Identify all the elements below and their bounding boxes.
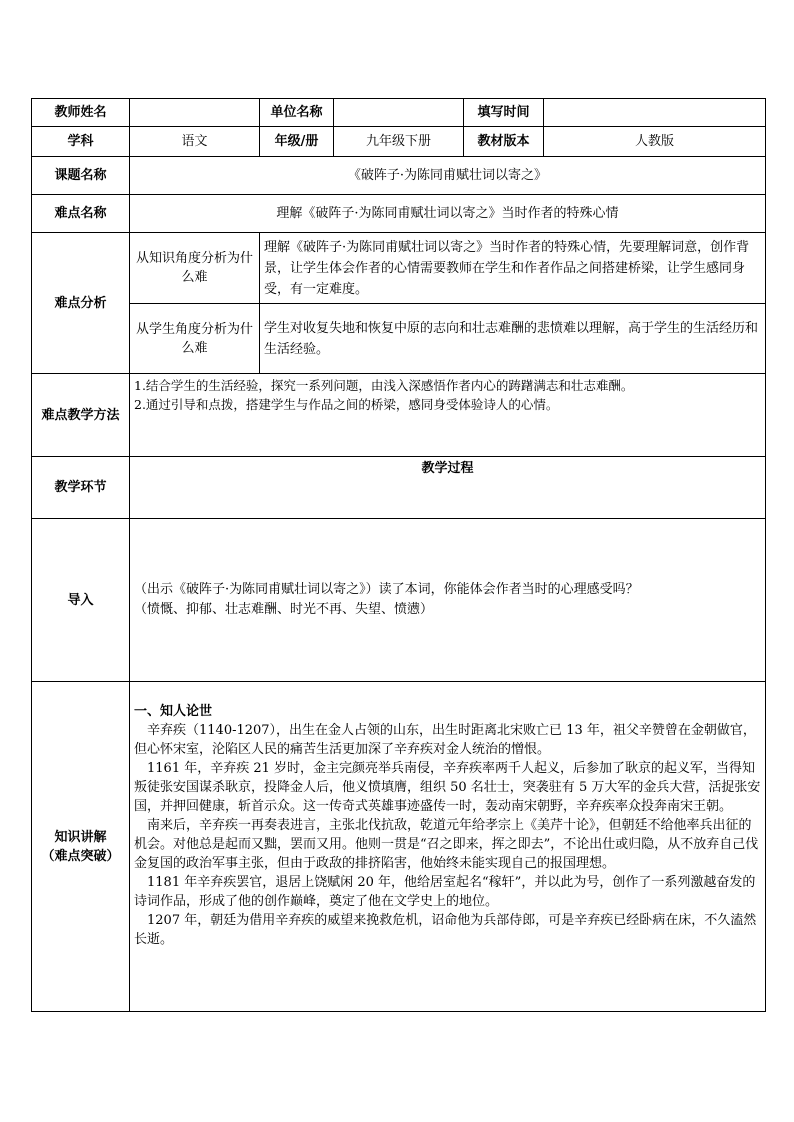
method-item-2: 2.通过引导和点拨，搭建学生与作品之间的桥梁，感同身受体验诗人的心情。 <box>134 397 559 412</box>
knowledge-angle-value: 理解《破阵子·为陈同甫赋壮词以寄之》当时作者的特殊心情，先要理解词意，创作背景，让学生体会作者的心情需要教师在学生和作者作品之间搭建桥梁，让学生感同身受，有一定难度。 <box>260 233 766 304</box>
fill-time-label: 填写时间 <box>464 99 544 127</box>
knowledge-label <box>32 682 130 1012</box>
unit-value <box>334 99 464 127</box>
knowledge-row <box>32 682 766 1012</box>
lesson-title-value: 《破阵子·为陈同甫赋壮词以寄之》 <box>130 157 766 195</box>
lesson-plan-table <box>31 98 766 1012</box>
teacher-name-label: 教师姓名 <box>32 99 130 127</box>
paragraph: 1181 年辛弃疾罢官，退居上饶赋闲 20 年，他给居室起名“稼轩”，并以此为号，创作了一系列激越奋发的诗词作品，形成了他的创作巅峰，奠定了他在文学史上的地位。 <box>134 875 756 909</box>
analysis-row-knowledge <box>32 233 766 304</box>
paragraph: 南来后，辛弃疾一再奏表进言，主张北伐抗敌，乾道元年给孝宗上《美芹十论》，但朝廷不给他率兵出征的机会。对他总是起而又黜，罢而又用。他则一贯是“召之即来，挥之即去”，不论出仕或归隐，从不放弃自己伐金复国的政治军事主张，但由于政敌的排挤陷害，他始终未能实现自己的报国理想。 <box>134 818 759 871</box>
paragraph: 辛弃疾（1140-1207），出生在金人占领的山东，出生时距离北宋败亡已 13 年，祖父辛赞曾在金朝做官，但心怀宋室，沦陷区人民的痛苦生活更加深了辛弃疾对金人统治的憎恨。 <box>134 723 756 757</box>
student-angle-value: 学生对收复失地和恢复中原的志向和壮志难酬的悲愤难以理解，高于学生的生活经历和生活经验。 <box>260 304 766 374</box>
unit-label: 单位名称 <box>260 99 334 127</box>
analysis-row-student <box>32 304 766 374</box>
edition-label: 教材版本 <box>464 127 544 157</box>
grade-value: 九年级下册 <box>334 127 464 157</box>
method-label: 难点教学方法 <box>32 374 130 457</box>
difficulty-row <box>32 195 766 233</box>
header-row-1 <box>32 99 766 127</box>
subject-label: 学科 <box>32 127 130 157</box>
header-row-2 <box>32 127 766 157</box>
intro-content <box>130 519 766 682</box>
paragraph: 1207 年，朝廷为借用辛弃疾的威望来挽救危机，诏命他为兵部侍郎，可是辛弃疾已经卧病在床，不久溘然长逝。 <box>134 913 757 947</box>
stage-row <box>32 457 766 519</box>
subject-value: 语文 <box>130 127 260 157</box>
intro-row <box>32 519 766 682</box>
knowledge-content <box>130 682 766 1012</box>
edition-value: 人教版 <box>544 127 766 157</box>
teacher-name-value <box>130 99 260 127</box>
section-heading: 一、知人论世 <box>134 704 213 719</box>
lesson-title-label: 课题名称 <box>32 157 130 195</box>
fill-time-value <box>544 99 766 127</box>
difficulty-label: 难点名称 <box>32 195 130 233</box>
grade-label: 年级/册 <box>260 127 334 157</box>
method-item-1: 1.结合学生的生活经验，探究一系列问题，由浅入深感悟作者内心的踌躇满志和壮志难酬。 <box>134 378 634 393</box>
intro-label: 导入 <box>32 519 130 682</box>
intro-line-1: （出示《破阵子·为陈同甫赋壮词以寄之》）读了本词，你能体会作者当时的心理感受吗？ <box>134 582 639 597</box>
knowledge-label-sub: （难点突破） <box>41 848 120 864</box>
analysis-label: 难点分析 <box>32 233 130 374</box>
difficulty-value: 理解《破阵子·为陈同甫赋壮词以寄之》当时作者的特殊心情 <box>130 195 766 233</box>
process-label: 教学过程 <box>130 457 766 519</box>
knowledge-angle-label: 从知识角度分析为什么难 <box>130 233 260 304</box>
paragraph: 1161 年，辛弃疾 21 岁时，金主完颜亮举兵南侵，辛弃疾率两千人起义，后参加了耿京的起义军，当得知叛徒张安国谋杀耿京，投降金人后，他义愤填膺，组织 50 名壮士，突袭驻有 5 万大军的金兵大营，活捉张安国，并押回健康，斩首示众。这一传奇式英雄事迹盛传一时，轰动南宋朝野，辛弃疾率众投奔南宋王朝。 <box>134 761 761 814</box>
knowledge-label-main: 知识讲解 <box>54 829 107 845</box>
intro-line-2: （愤慨、抑郁、壮志难酬、时光不再、失望、愤懑） <box>134 602 434 617</box>
stage-label: 教学环节 <box>32 457 130 519</box>
method-content <box>130 374 766 457</box>
method-row <box>32 374 766 457</box>
student-angle-label: 从学生角度分析为什么难 <box>130 304 260 374</box>
title-row <box>32 157 766 195</box>
